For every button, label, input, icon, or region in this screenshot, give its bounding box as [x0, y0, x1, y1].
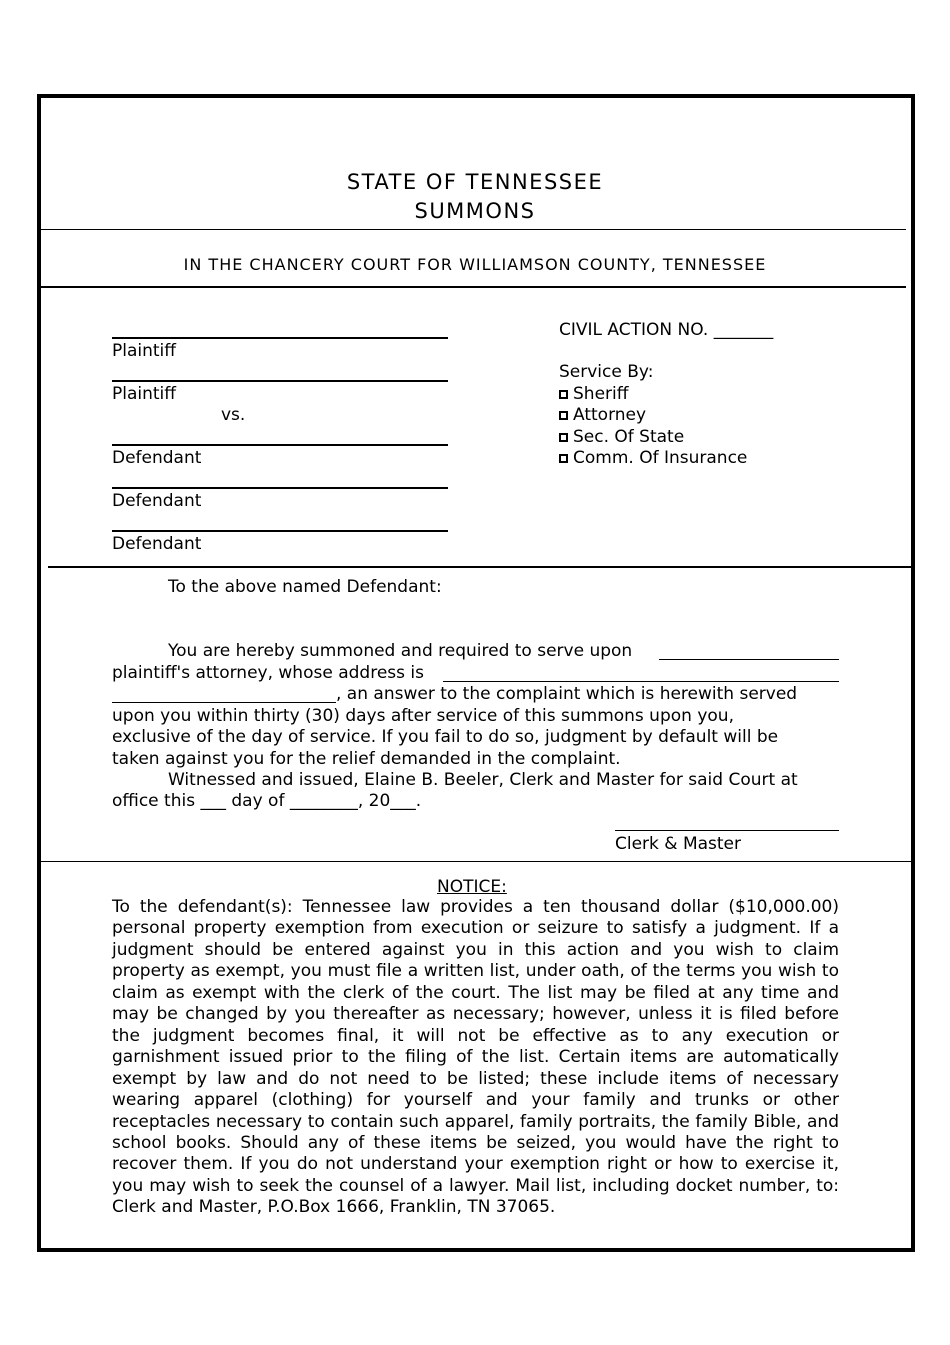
service-by-label: Service By: [559, 362, 654, 382]
court-name: IN THE CHANCERY COURT FOR WILLIAMSON COUNTY, TENNESSEE [183, 255, 767, 274]
summons-line-3: , an answer to the complaint which is herewith served [336, 684, 798, 704]
attorney-address-blank-2[interactable] [112, 702, 336, 703]
clerk-signature-line[interactable] [615, 830, 839, 831]
service-option-label: Sheriff [573, 384, 629, 404]
attorney-address-blank[interactable] [443, 681, 839, 682]
civil-action-number: CIVIL ACTION NO. _______ [559, 320, 774, 340]
state-title: STATE OF TENNESSEE [346, 170, 604, 194]
service-option-label: Attorney [573, 405, 647, 425]
checkbox-icon[interactable] [559, 390, 568, 399]
service-option-attorney[interactable] [559, 405, 646, 425]
service-option-sheriff[interactable] [559, 384, 628, 404]
summons-text: You are hereby summoned and required to serve upon [168, 641, 633, 661]
defendant-2-line [112, 487, 448, 489]
parties-divider [48, 566, 915, 568]
court-divider [41, 286, 906, 288]
plaintiff-2-line [112, 380, 448, 382]
service-option-label: Sec. Of State [573, 427, 685, 447]
checkbox-icon[interactable] [559, 454, 568, 463]
notice-divider [41, 861, 915, 862]
summons-line-1 [168, 641, 632, 661]
summons-line-2: plaintiff's attorney, whose address is [112, 663, 424, 683]
plaintiff-1-label: Plaintiff [112, 341, 176, 361]
defendant-1-label: Defendant [112, 448, 202, 468]
service-option-comm-of-insurance[interactable] [559, 448, 747, 468]
defendant-3-label: Defendant [112, 534, 202, 554]
summons-title: SUMMONS [414, 199, 536, 223]
notice-body: To the defendant(s): Tennessee law provides a ten thousand dollar ($10,000.00) personal property exemption from execution or seizure to satisfy a judgment. If a judgment should be entered against you in this action and you wish to claim property as exempt, you must file a written list, under oath, of the terms you wish to claim as exempt with the clerk of the court. The list may be filed at any time and may be changed by you thereafter as necessary; however, unless it is filed before the judgment becomes final, it will not be effective as to any execution or garnishment issued prior to the filing of the list. Certain items are automatically exempt by law and do not need to be listed; these include items of necessary wearing apparel (clothing) for yourself and your family and trunks or other receptacles necessary to contain such apparel, family portraits, the family Bible, and school books. Should any of these items be seized, you would have the right to recover them. If you do not understand your exemption right or how to exercise it, you may wish to seek the counsel of a lawyer. Mail list, including docket number, to: Clerk and Master, P.O.Box 1666, Franklin, TN 37065. [112, 897, 839, 1218]
summons-line-6: taken against you for the relief demanded in the complaint. [112, 749, 621, 769]
plaintiff-2-label: Plaintiff [112, 384, 176, 404]
versus-label: vs. [221, 405, 246, 425]
service-option-label: Comm. Of Insurance [573, 448, 748, 468]
checkbox-icon[interactable] [559, 411, 568, 420]
summons-line-5: exclusive of the day of service. If you fail to do so, judgment by default will be [112, 727, 779, 747]
defendant-3-line [112, 530, 448, 532]
summons-line-4: upon you within thirty (30) days after service of this summons upon you, [112, 706, 734, 726]
attorney-name-blank[interactable] [659, 659, 839, 660]
service-option-sec-of-state[interactable] [559, 427, 684, 447]
clerk-signature-label: Clerk & Master [615, 834, 742, 854]
defendant-2-label: Defendant [112, 491, 202, 511]
addressee-line: To the above named Defendant: [168, 577, 442, 597]
notice-heading: NOTICE: [437, 877, 507, 897]
header-divider [41, 229, 906, 230]
summons-line-8: office this ___ day of ________, 20___. [112, 791, 422, 811]
summons-line-7: Witnessed and issued, Elaine B. Beeler, Clerk and Master for said Court at [168, 770, 798, 790]
checkbox-icon[interactable] [559, 433, 568, 442]
plaintiff-1-line [112, 337, 448, 339]
defendant-1-line [112, 444, 448, 446]
